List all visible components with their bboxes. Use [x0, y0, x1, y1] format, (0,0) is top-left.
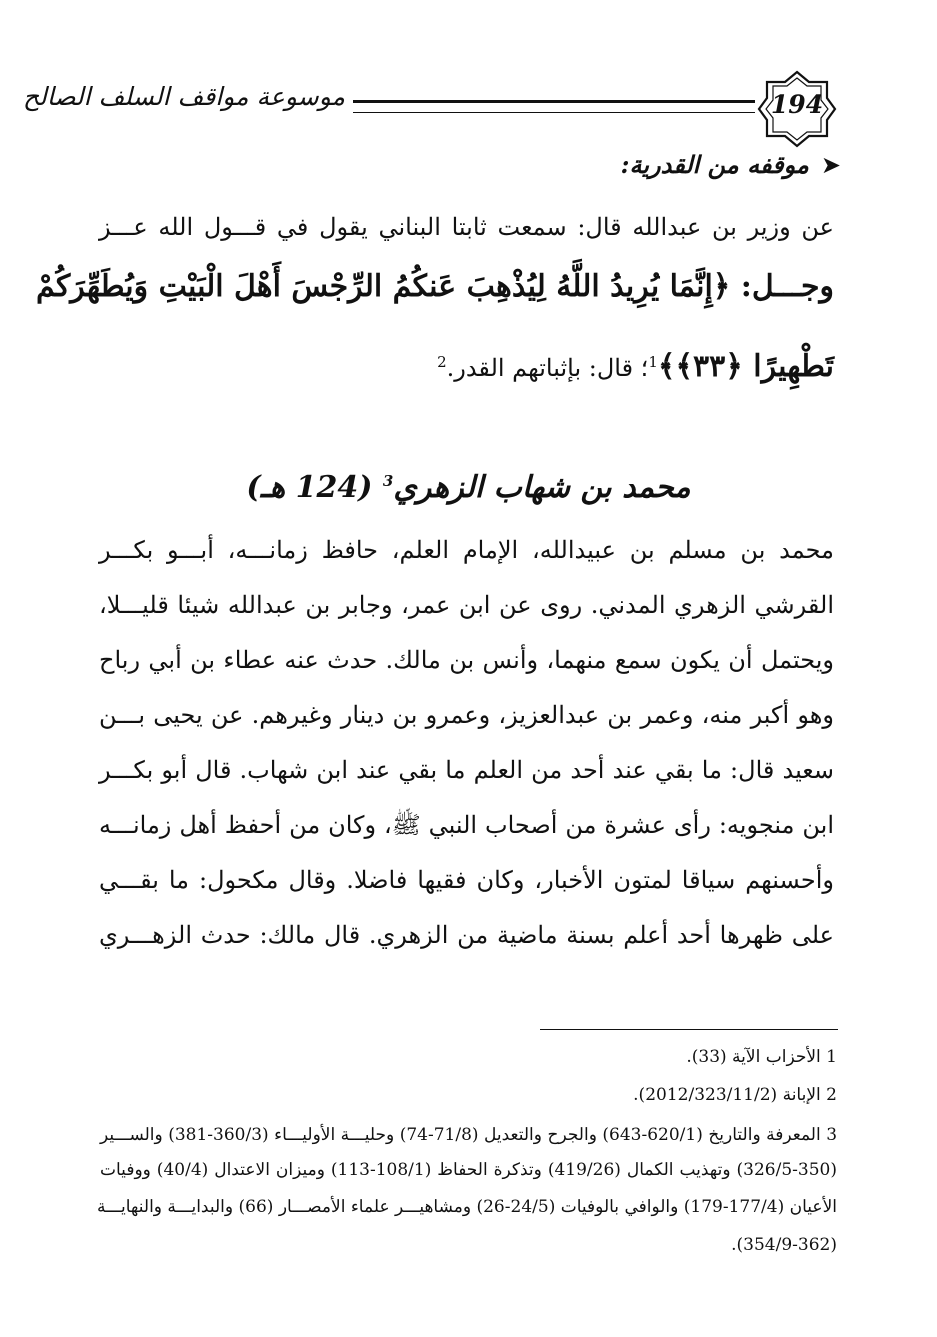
section-heading-qadariyya	[141, 150, 841, 192]
page-number: 194	[770, 90, 824, 119]
footnote-ref: 3	[382, 472, 394, 490]
paragraph-line: القرشي الزهري المدني. روى عن ابن عمر، وجابر بن عبدالله شيئا قليـــلا،	[99, 591, 834, 619]
paragraph-line: ويحتمل أن يكون سمع منهما، وأنس بن مالك. حدث عنه عطاء بن أبي رباح	[99, 646, 834, 674]
paragraph-line: سعيد قال: ما بقي عند أحد من العلم ما بقي عند ابن شهاب. قال أبو بكـــر	[99, 756, 834, 784]
paragraph-line	[99, 342, 834, 382]
paragraph-line: عن وزير بن عبدالله قال: سمعت ثابتا البناني يقول في قـــول الله عـــز	[99, 213, 834, 241]
paragraph-line: وهو أكبر منه، وعمر بن عبدالعزيز، وعمرو بن دينار وغيرهم. عن يحيى بـــن	[99, 701, 834, 729]
paragraph-line: وأحسنهم سياقا لمتون الأخبار، وكان فقيها فاضلا. وقال مكحول: ما بقـــي	[99, 866, 834, 894]
quran-verse-end: تَطْهِيرًا ﴿٣٣﴾﴾	[657, 349, 834, 384]
footnote: 2 الإبانة (2012/323/11/2).	[633, 1085, 837, 1105]
page-number-badge	[757, 70, 837, 148]
footnote-ref: 2	[437, 353, 447, 371]
footnote-continuation: الأعيان (177/4-179) والوافي بالوفيات (24/5-26) ومشاهيـــر علماء الأمصـــار (66) والبدايـــة والنهايـــة	[96, 1197, 837, 1217]
biography-heading	[100, 470, 837, 520]
footnote-continuation: (354/9-362).	[731, 1235, 837, 1255]
footnote-divider	[540, 1029, 838, 1030]
paragraph-line-quran	[36, 267, 834, 307]
paragraph-line: ابن منجويه: رأى عشرة من أصحاب النبي ﷺ، وكان من أحفظ أهل زمانـــه	[99, 811, 834, 839]
section-heading-text: موقفه من القدرية:	[620, 150, 809, 179]
quran-verse: وجـــل: ﴿إِنَّمَا يُرِيدُ اللَّهُ لِيُذْهِبَ عَنكُمُ الرِّجْسَ أَهْلَ الْبَيْتِ وَيُطَهِّرَكُمْ	[36, 269, 834, 304]
paragraph-text: ؛ قال: بإثباتهم القدر.	[446, 354, 649, 382]
footnote: 3 المعرفة والتاريخ (620/1-643) والجرح والتعديل (71/8-74) وحليـــة الأوليـــاء (360/3-381) والســـير	[100, 1125, 838, 1145]
arrow-bullet-icon: ➤	[820, 151, 841, 179]
biography-date: (124 هـ)	[246, 470, 373, 505]
page-header	[22, 70, 855, 150]
paragraph-line: على ظهرها أحد أعلم بسنة ماضية من الزهري. قال مالك: حدث الزهـــري	[99, 921, 834, 949]
footnote-continuation: (326/5-350) وتهذيب الكمال (419/26) وتذكرة الحفاظ (108/1-113) وميزان الاعتدال (40/4) ووفيات	[100, 1160, 837, 1180]
header-rule	[353, 100, 755, 113]
series-title: موسوعة مواقف السلف الصالح	[22, 82, 345, 111]
biography-name: محمد بن شهاب الزهري	[393, 470, 691, 505]
footnote-ref: 1	[648, 353, 658, 371]
paragraph-line: محمد بن مسلم بن عبيدالله، الإمام العلم، حافظ زمانـــه، أبـــو بكـــر	[99, 536, 834, 564]
footnote: 1 الأحزاب الآية (33).	[686, 1047, 837, 1067]
